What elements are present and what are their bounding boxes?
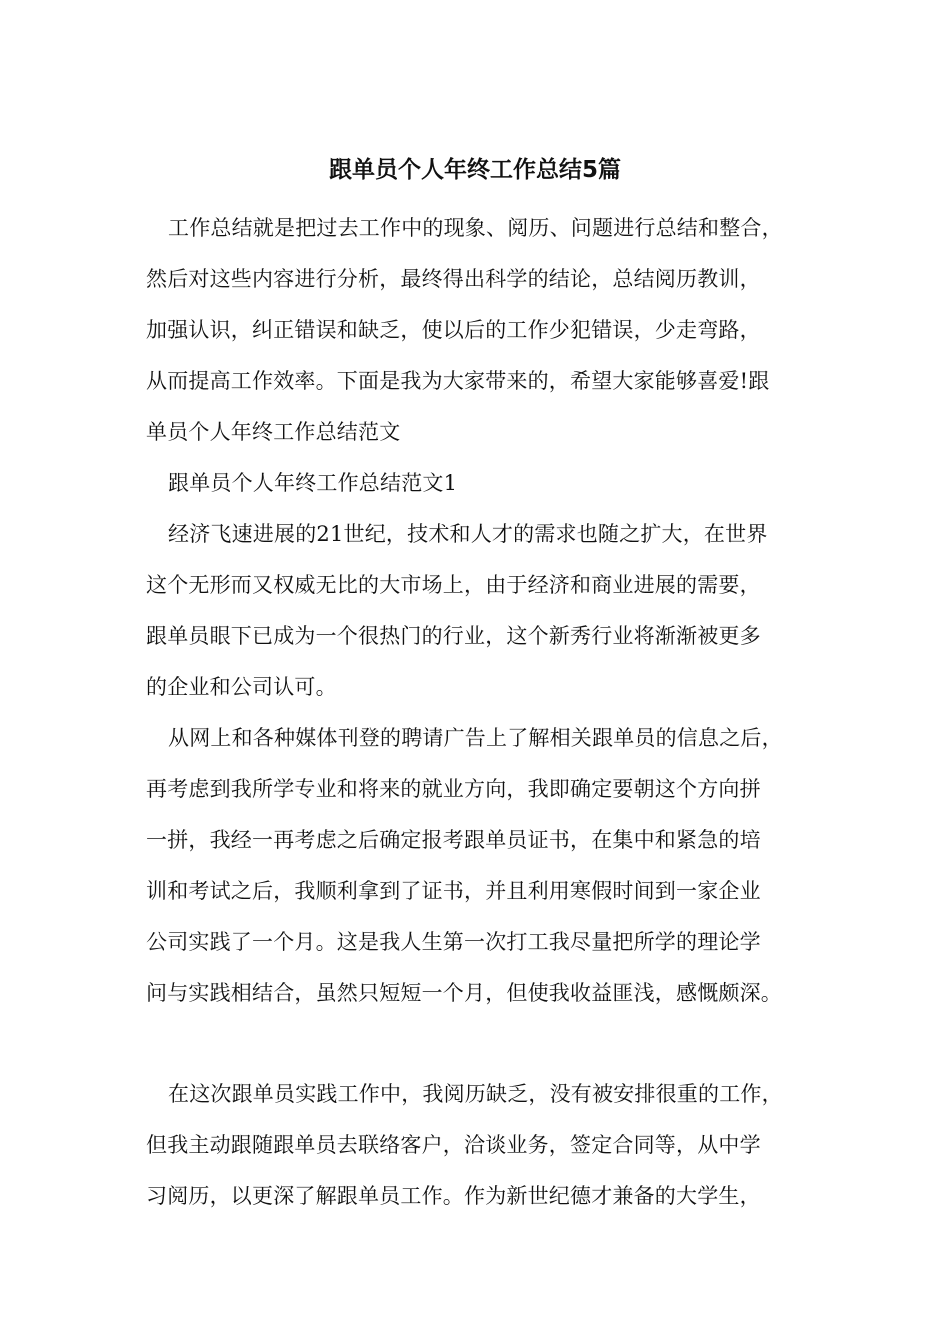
paragraph-line: 习阅历，以更深了解跟单员工作。作为新世纪德才兼备的大学生， <box>146 1184 761 1208</box>
paragraph-line: 从网上和各种媒体刊登的聘请广告上了解相关跟单员的信息之后， <box>168 726 783 750</box>
document-title: 跟单员个人年终工作总结5篇 <box>328 157 621 183</box>
paragraph-line: 跟单员眼下已成为一个很热门的行业，这个新秀行业将渐渐被更多 <box>146 624 761 648</box>
paragraph-line: 经济飞速进展的21世纪，技术和人才的需求也随之扩大，在世界 <box>168 522 768 546</box>
paragraph-line: 这个无形而又权威无比的大市场上，由于经济和商业进展的需要， <box>146 573 761 597</box>
paragraph-line: 公司实践了一个月。这是我人生第一次打工我尽量把所学的理论学 <box>146 930 761 954</box>
paragraph-line: 再考虑到我所学专业和将来的就业方向，我即确定要朝这个方向拼 <box>146 777 761 801</box>
paragraph-line: 一拼，我经一再考虑之后确定报考跟单员证书，在集中和紧急的培 <box>146 828 761 852</box>
section-heading: 跟单员个人年终工作总结范文1 <box>168 471 458 495</box>
paragraph-line: 加强认识，纠正错误和缺乏，使以后的工作少犯错误，少走弯路， <box>146 318 761 342</box>
paragraph-line: 但我主动跟随跟单员去联络客户，洽谈业务，签定合同等，从中学 <box>146 1133 761 1157</box>
paragraph-line: 然后对这些内容进行分析，最终得出科学的结论，总结阅历教训， <box>146 267 761 291</box>
paragraph-line: 在这次跟单员实践工作中，我阅历缺乏，没有被安排很重的工作， <box>168 1082 783 1106</box>
paragraph-line: 工作总结就是把过去工作中的现象、阅历、问题进行总结和整合， <box>168 216 783 240</box>
paragraph-line: 问与实践相结合，虽然只短短一个月，但使我收益匪浅，感慨颇深。 <box>146 981 782 1005</box>
document-body <box>146 203 826 1222</box>
paragraph-line: 单员个人年终工作总结范文 <box>146 420 401 444</box>
paragraph-line: 训和考试之后，我顺利拿到了证书，并且利用寒假时间到一家企业 <box>146 879 761 903</box>
paragraph-line: 的企业和公司认可。 <box>146 675 337 699</box>
paragraph-line: 从而提高工作效率。下面是我为大家带来的，希望大家能够喜爱!跟 <box>146 369 770 393</box>
paragraph-gap <box>146 1019 826 1069</box>
